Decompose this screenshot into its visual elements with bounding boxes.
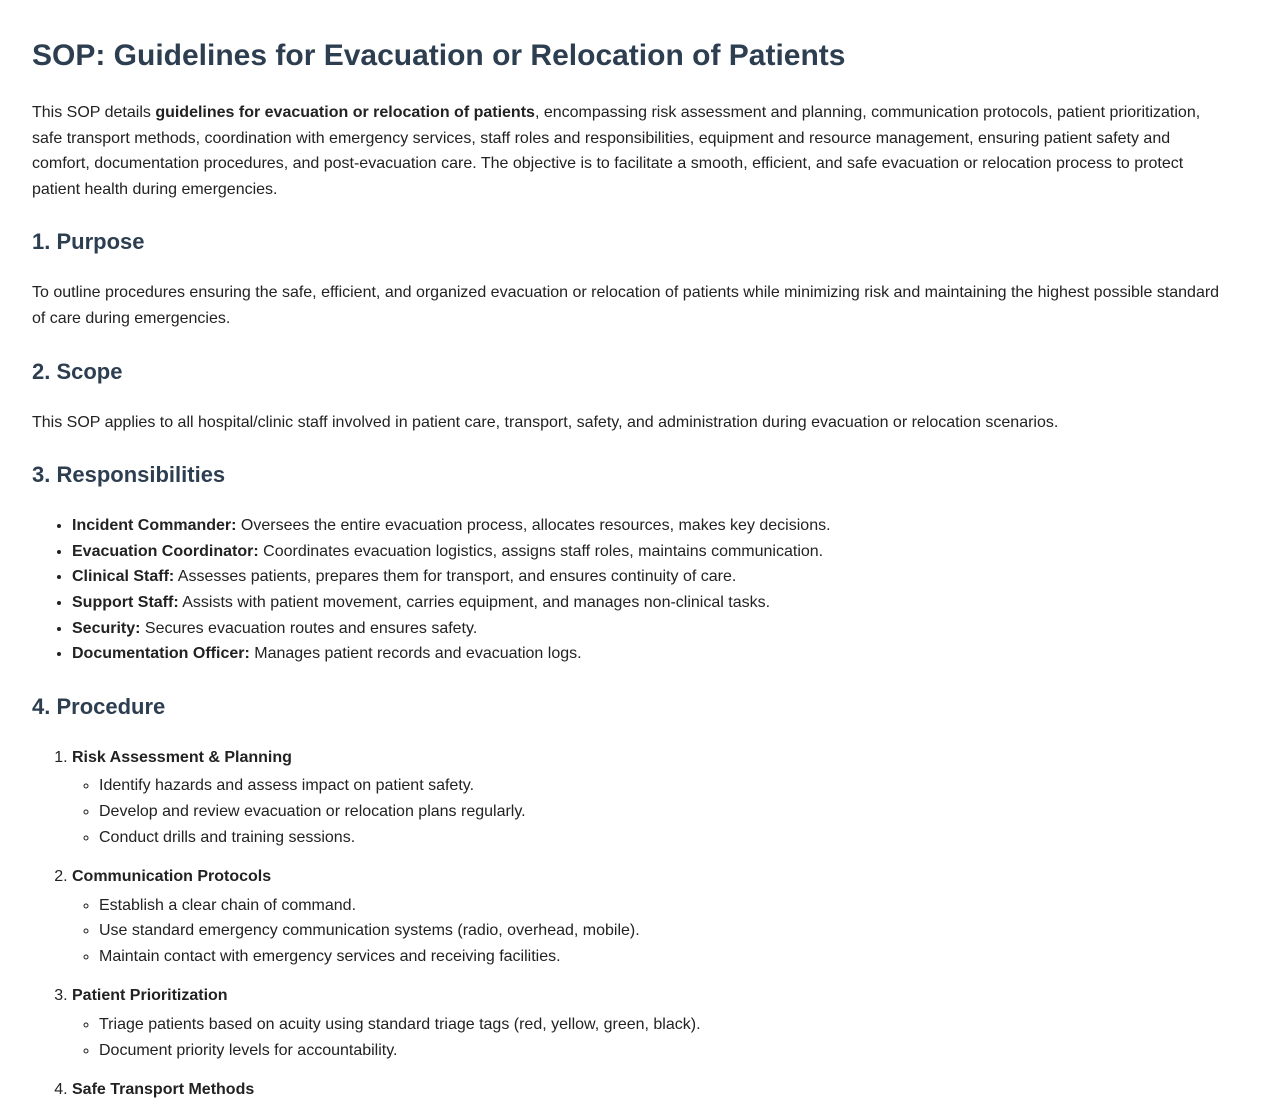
- responsibility-role: Clinical Staff:: [72, 568, 175, 586]
- heading-responsibilities: 3. Responsibilities: [32, 462, 226, 488]
- responsibility-desc: Secures evacuation routes and ensures safety.: [140, 619, 478, 637]
- responsibility-desc: Assesses patients, prepares them for transport, and ensures continuity of care.: [174, 568, 737, 586]
- procedure-substeps: [72, 773, 1231, 850]
- intro-paragraph: [32, 100, 1231, 202]
- procedure-step-title: Safe Transport Methods: [72, 1081, 255, 1099]
- responsibility-role: Documentation Officer:: [72, 645, 250, 663]
- responsibility-role: Security:: [72, 619, 141, 637]
- substep: ◦ Develop and review evacuation or relocation plans regularly.: [99, 799, 1231, 825]
- procedure-step-title: Risk Assessment & Planning: [72, 748, 292, 766]
- intro-text-post: , encompassing risk assessment and planning, communication protocols, patient prioritization, safe transport methods, coordination with emergency services, staff roles and responsibilities, equipment and resource management, ensuring patient safety and comfort, documentation procedures, and post-evacuation care. The objective is to facilitate a smooth, efficient, and safe evacuation or relocation process to protect patient health during emergencies.: [32, 104, 1201, 198]
- purpose-paragraph: To outline procedures ensuring the safe, efficient, and organized evacuation or relocation of patients while minimizing risk and maintaining the highest possible standard of care during emergencies.: [32, 284, 1220, 327]
- heading-scope: 2. Scope: [32, 358, 123, 384]
- page-title: SOP: Guidelines for Evacuation or Relocation of Patients: [32, 39, 846, 72]
- responsibility-role: Incident Commander:: [72, 517, 237, 535]
- procedure-step-title: Patient Prioritization: [72, 987, 228, 1005]
- responsibility-desc: Manages patient records and evacuation logs.: [249, 645, 582, 663]
- heading-procedure: 4. Procedure: [32, 693, 166, 719]
- responsibility-desc: Oversees the entire evacuation process, allocates resources, makes key decisions.: [236, 517, 831, 535]
- procedure-step-patient-prioritization: [72, 983, 1231, 1063]
- procedure-step-communication-protocols: [72, 864, 1231, 969]
- procedure-step-risk-assessment: [72, 745, 1231, 850]
- substep: ◦ Identify hazards and assess impact on patient safety.: [99, 773, 1231, 799]
- heading-purpose: 1. Purpose: [32, 229, 145, 255]
- substep: ◦ Use standard emergency communication systems (radio, overhead, mobile).: [99, 918, 1231, 944]
- list-item-support-staff: [72, 590, 1231, 616]
- intro-text-pre: This SOP details: [32, 104, 156, 121]
- list-item-clinical-staff: [72, 564, 1231, 590]
- intro-text-bold: guidelines for evacuation or relocation of patients: [155, 104, 535, 121]
- responsibilities-list: [32, 513, 1231, 667]
- responsibility-desc: Assists with patient movement, carries equipment, and manages non-clinical tasks.: [178, 593, 771, 611]
- procedure-step-title: Communication Protocols: [72, 868, 272, 886]
- substep: ◦ Document priority levels for accountability.: [99, 1038, 1231, 1064]
- procedure-substeps: [72, 1012, 1231, 1063]
- procedure-step-safe-transport: [72, 1077, 1231, 1103]
- substep: ◦ Maintain contact with emergency services and receiving facilities.: [99, 944, 1231, 970]
- responsibility-role: Evacuation Coordinator:: [72, 542, 259, 560]
- responsibility-desc: Coordinates evacuation logistics, assigns staff roles, maintains communication.: [258, 542, 824, 560]
- substep: ◦ Triage patients based on acuity using standard triage tags (red, yellow, green, black).: [99, 1012, 1231, 1038]
- procedure-list: [32, 745, 1231, 1103]
- scope-paragraph: This SOP applies to all hospital/clinic staff involved in patient care, transport, safety, and administration during evacuation or relocation scenarios.: [32, 413, 1059, 431]
- substep: ◦ Establish a clear chain of command.: [99, 893, 1231, 919]
- list-item-evacuation-coordinator: [72, 539, 1231, 565]
- procedure-substeps: [72, 893, 1231, 970]
- list-item-documentation-officer: [72, 641, 1231, 667]
- list-item-incident-commander: [72, 513, 1231, 539]
- responsibility-role: Support Staff:: [72, 593, 179, 611]
- substep: ◦ Conduct drills and training sessions.: [99, 825, 1231, 851]
- list-item-security: [72, 616, 1231, 642]
